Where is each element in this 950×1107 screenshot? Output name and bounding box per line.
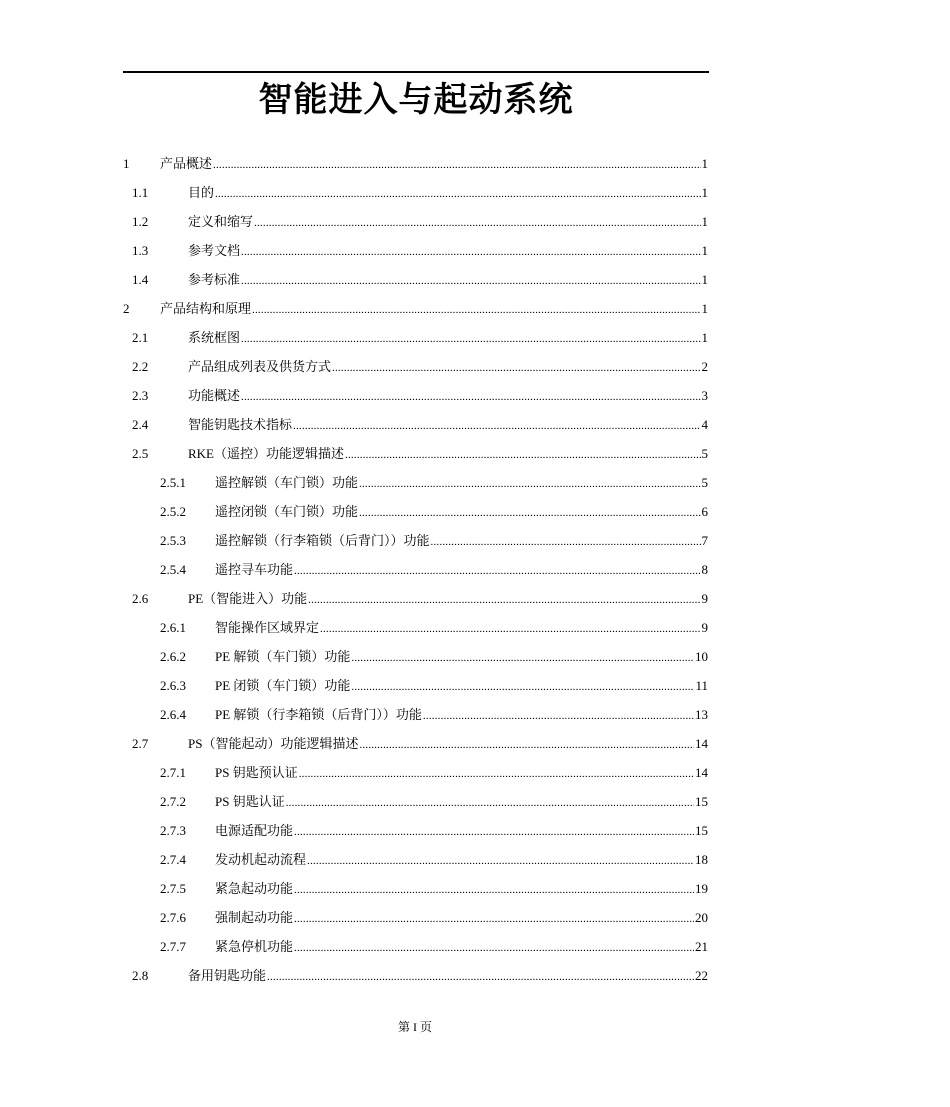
toc-dot-leader [254,212,700,234]
toc-dot-leader [320,618,700,640]
toc-entry-number: 2.6.1 [160,620,186,635]
toc-entry-page-number: 4 [701,417,708,432]
toc-entry[interactable] [0,936,950,958]
toc-entry-number: 2.5.4 [160,562,186,577]
toc-entry-label[interactable]: 系统框图 [188,330,241,345]
toc-entry-page-number: 18 [695,852,708,867]
toc-entry-line [215,704,708,727]
toc-entry-line [188,385,708,408]
toc-entry-page-number: 1 [701,214,708,229]
toc-entry[interactable] [0,443,950,465]
toc-entry-label[interactable]: 强制起动功能 [215,910,294,925]
toc-entry-label[interactable]: PS 钥匙认证 [215,794,285,809]
toc-entry-line [188,414,708,437]
toc-entry-page-number: 11 [695,678,708,693]
toc-dot-leader [431,531,701,553]
toc-entry-line [215,849,708,872]
toc-entry-number: 2.7.7 [160,939,186,954]
toc-dot-leader [294,879,694,901]
toc-entry[interactable] [0,298,950,320]
toc-entry-line [215,646,708,669]
toc-entry-number: 1.2 [132,214,149,229]
toc-entry-page-number: 15 [695,823,708,838]
toc-dot-leader [359,734,694,756]
toc-entry-line [215,617,708,640]
toc-entry-page-number: 22 [695,968,708,983]
toc-entry-number: 2.7.6 [160,910,186,925]
toc-entry-line [215,878,708,901]
toc-entry-line [188,269,708,292]
toc-entry-number: 2.5.3 [160,533,186,548]
toc-entry-number: 1.4 [132,272,149,287]
toc-dot-leader [294,937,694,959]
toc-entry-label[interactable]: 遥控寻车功能 [215,562,294,577]
toc-entry[interactable] [0,762,950,784]
toc-entry-line [215,559,708,582]
toc-entry-page-number: 8 [701,562,708,577]
toc-dot-leader [267,966,694,988]
toc-entry-number: 1.3 [132,243,149,258]
toc-entry[interactable] [0,269,950,291]
toc-dot-leader [351,676,694,698]
toc-entry-label[interactable]: PE（智能进入）功能 [188,591,308,606]
toc-entry-label[interactable]: PS 钥匙预认证 [215,765,298,780]
toc-entry-line [188,240,708,263]
toc-dot-leader [299,763,694,785]
toc-entry-label[interactable]: 紧急起动功能 [215,881,294,896]
toc-entry-label[interactable]: 电源适配功能 [215,823,294,838]
toc-dot-leader [293,415,700,437]
toc-entry-number: 2.1 [132,330,149,345]
toc-entry-page-number: 14 [695,736,708,751]
toc-entry-page-number: 1 [701,185,708,200]
toc-entry-number: 2.6.3 [160,678,186,693]
toc-entry-label[interactable]: 产品组成列表及供货方式 [188,359,332,374]
toc-entry[interactable] [0,704,950,726]
toc-entry-label[interactable]: PS（智能起动）功能逻辑描述 [188,736,359,751]
toc-dot-leader [332,357,700,379]
toc-entry-line [188,965,708,988]
toc-entry-number: 2.7.3 [160,823,186,838]
toc-entry[interactable] [0,414,950,436]
toc-entry-page-number: 9 [701,620,708,635]
toc-entry-page-number: 20 [695,910,708,925]
toc-entry[interactable] [0,588,950,610]
toc-entry-line [188,211,708,234]
toc-entry-page-number: 1 [701,330,708,345]
toc-dot-leader [359,473,700,495]
toc-entry-page-number: 1 [701,243,708,258]
toc-entry[interactable] [0,733,950,755]
toc-entry-line [215,530,708,553]
toc-entry-number: 2.4 [132,417,149,432]
toc-entry-line [188,356,708,379]
toc-dot-leader [252,299,700,321]
toc-entry-number: 2.6 [132,591,149,606]
toc-entry-label[interactable]: PE 解锁（车门锁）功能 [215,649,351,664]
toc-entry-line [215,762,708,785]
toc-entry[interactable] [0,327,950,349]
toc-entry-line [215,936,708,959]
toc-entry-line [188,588,708,611]
toc-entry-label[interactable]: 参考标准 [188,272,241,287]
toc-entry-page-number: 6 [701,504,708,519]
toc-entry[interactable] [0,559,950,581]
toc-dot-leader [423,705,694,727]
toc-dot-leader [294,821,694,843]
toc-dot-leader [294,908,694,930]
toc-entry-label[interactable]: 遥控闭锁（车门锁）功能 [215,504,359,519]
toc-entry-page-number: 1 [701,156,708,171]
toc-dot-leader [345,444,700,466]
toc-entry-label[interactable]: 智能钥匙技术指标 [188,417,293,432]
toc-entry-number: 2.7.5 [160,881,186,896]
toc-entry-line [188,327,708,350]
toc-entry-page-number: 5 [701,446,708,461]
toc-dot-leader [359,502,700,524]
toc-entry[interactable] [0,646,950,668]
toc-entry-number: 2.6.4 [160,707,186,722]
toc-entry[interactable] [0,820,950,842]
toc-entry-label[interactable]: RKE（遥控）功能逻辑描述 [188,446,345,461]
toc-entry-line [215,820,708,843]
toc-entry-page-number: 19 [695,881,708,896]
toc-entry-line [215,472,708,495]
toc-dot-leader [307,850,694,872]
toc-entry[interactable] [0,240,950,262]
toc-entry-line [215,907,708,930]
toc-entry-number: 2.6.2 [160,649,186,664]
toc-entry-page-number: 15 [695,794,708,809]
toc-dot-leader [215,183,700,205]
toc-entry[interactable] [0,907,950,929]
toc-dot-leader [294,560,700,582]
toc-entry[interactable] [0,791,950,813]
toc-entry-page-number: 14 [695,765,708,780]
toc-entry[interactable] [0,385,950,407]
toc-entry-number: 2.3 [132,388,149,403]
toc-entry[interactable] [0,965,950,987]
toc-entry[interactable] [0,675,950,697]
toc-entry-line [215,791,708,814]
toc-entry-line [188,733,708,756]
toc-entry-number: 2.8 [132,968,149,983]
toc-entry[interactable] [0,472,950,494]
toc-entry-label[interactable]: 遥控解锁（车门锁）功能 [215,475,359,490]
toc-entry-page-number: 5 [701,475,708,490]
toc-entry-line [160,298,708,321]
toc-entry[interactable] [0,849,950,871]
toc-entry-page-number: 21 [695,939,708,954]
toc-entry-number: 1.1 [132,185,149,200]
toc-dot-leader [241,328,700,350]
document-title: 智能进入与起动系统 [258,80,574,120]
toc-entry-page-number: 1 [701,272,708,287]
toc-dot-leader [351,647,694,669]
toc-dot-leader [241,270,700,292]
toc-entry-label[interactable]: 目的 [188,185,215,200]
toc-entry[interactable] [0,617,950,639]
toc-entry-number: 2.5.1 [160,475,186,490]
toc-entry-label[interactable]: 功能概述 [188,388,241,403]
toc-entry[interactable] [0,182,950,204]
toc-entry[interactable] [0,501,950,523]
toc-entry-label[interactable]: 遥控解锁（行李箱锁（后背门））功能 [215,533,430,548]
toc-entry[interactable] [0,530,950,552]
toc-entry-label[interactable]: 紧急停机功能 [215,939,294,954]
toc-dot-leader [241,386,700,408]
toc-entry-number: 2 [123,301,130,316]
toc-entry-line [188,443,708,466]
toc-entry-label[interactable]: 产品结构和原理 [160,301,252,316]
toc-entry-number: 2.5 [132,446,149,461]
toc-entry-label[interactable]: 发动机起动流程 [215,852,307,867]
toc-entry[interactable] [0,211,950,233]
toc-dot-leader [241,241,700,263]
toc-entry-number: 2.7.2 [160,794,186,809]
toc-entry-number: 2.7.1 [160,765,186,780]
toc-entry-line [160,153,708,176]
toc-entry-page-number: 3 [701,388,708,403]
toc-entry-number: 2.7.4 [160,852,186,867]
header-rule [123,71,709,73]
toc-entry-line [188,182,708,205]
toc-entry-page-number: 13 [695,707,708,722]
page-footer: 第 I 页 [398,1020,432,1034]
toc-dot-leader [213,154,700,176]
toc-entry[interactable] [0,153,950,175]
toc-entry-page-number: 10 [695,649,708,664]
toc-dot-leader [286,792,694,814]
toc-entry-page-number: 2 [701,359,708,374]
toc-entry-page-number: 7 [701,533,708,548]
toc-entry-page-number: 1 [701,301,708,316]
toc-entry-label[interactable]: 定义和缩写 [188,214,254,229]
toc-entry[interactable] [0,356,950,378]
toc-entry-page-number: 9 [701,591,708,606]
toc-entry-label[interactable]: PE 闭锁（车门锁）功能 [215,678,351,693]
toc-entry-number: 2.7 [132,736,149,751]
toc-entry-line [215,501,708,524]
toc-entry[interactable] [0,878,950,900]
toc-entry-label[interactable]: 智能操作区域界定 [215,620,320,635]
toc-entry-label[interactable]: 备用钥匙功能 [188,968,267,983]
toc-entry-label[interactable]: PE 解锁（行李箱锁（后背门））功能 [215,707,422,722]
toc-entry-label[interactable]: 参考文档 [188,243,241,258]
toc-dot-leader [308,589,700,611]
toc-entry-number: 2.2 [132,359,149,374]
toc-entry-number: 1 [123,156,130,171]
toc-entry-label[interactable]: 产品概述 [160,156,213,171]
toc-entry-line [215,675,708,698]
toc-entry-number: 2.5.2 [160,504,186,519]
